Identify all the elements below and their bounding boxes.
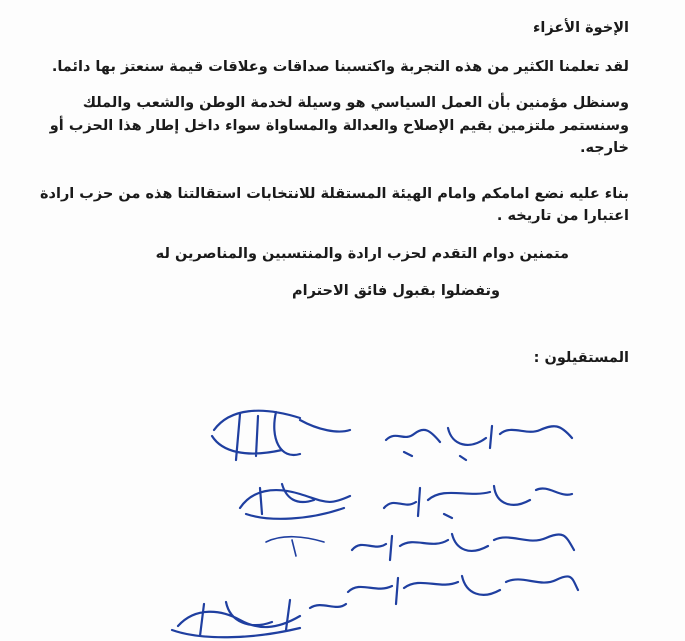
signature-1 xyxy=(212,411,572,460)
paragraph-2-line-2: وسنستمر ملتزمين بقيم الإصلاح والعدالة والمساواة سواء داخل إطار هذا الحزب أو xyxy=(49,118,629,134)
paragraph-4: متمنين دوام التقدم لحزب ارادة والمنتسبين والمناصرين له xyxy=(155,246,569,262)
closing: وتفضلوا بقبول فائق الاحترام xyxy=(292,283,500,299)
signatures-block xyxy=(0,390,685,641)
paragraph-3-line-1: بناء عليه نضع امامكم وامام الهيئة المستقلة للانتخابات استقالتنا هذه من حزب ارادة xyxy=(39,186,629,202)
paragraph-2-line-1: وسنظل مؤمنين بأن العمل السياسي هو وسيلة لخدمة الوطن والشعب والملك xyxy=(82,95,629,111)
paragraph-3-line-2: اعتبارا من تاريخه . xyxy=(496,208,629,224)
salutation: الإخوة الأعزاء xyxy=(533,20,629,36)
signature-2 xyxy=(240,484,572,519)
paragraph-2-line-3: خارجه. xyxy=(580,140,629,156)
paragraph-1: لقد تعلمنا الكثير من هذه التجربة واكتسبنا صداقات وعلاقات قيمة سنعتز بها دائما. xyxy=(51,59,629,75)
signatories-label: المستقيلون : xyxy=(533,350,629,366)
signature-3 xyxy=(266,534,574,560)
signature-4 xyxy=(172,576,578,637)
